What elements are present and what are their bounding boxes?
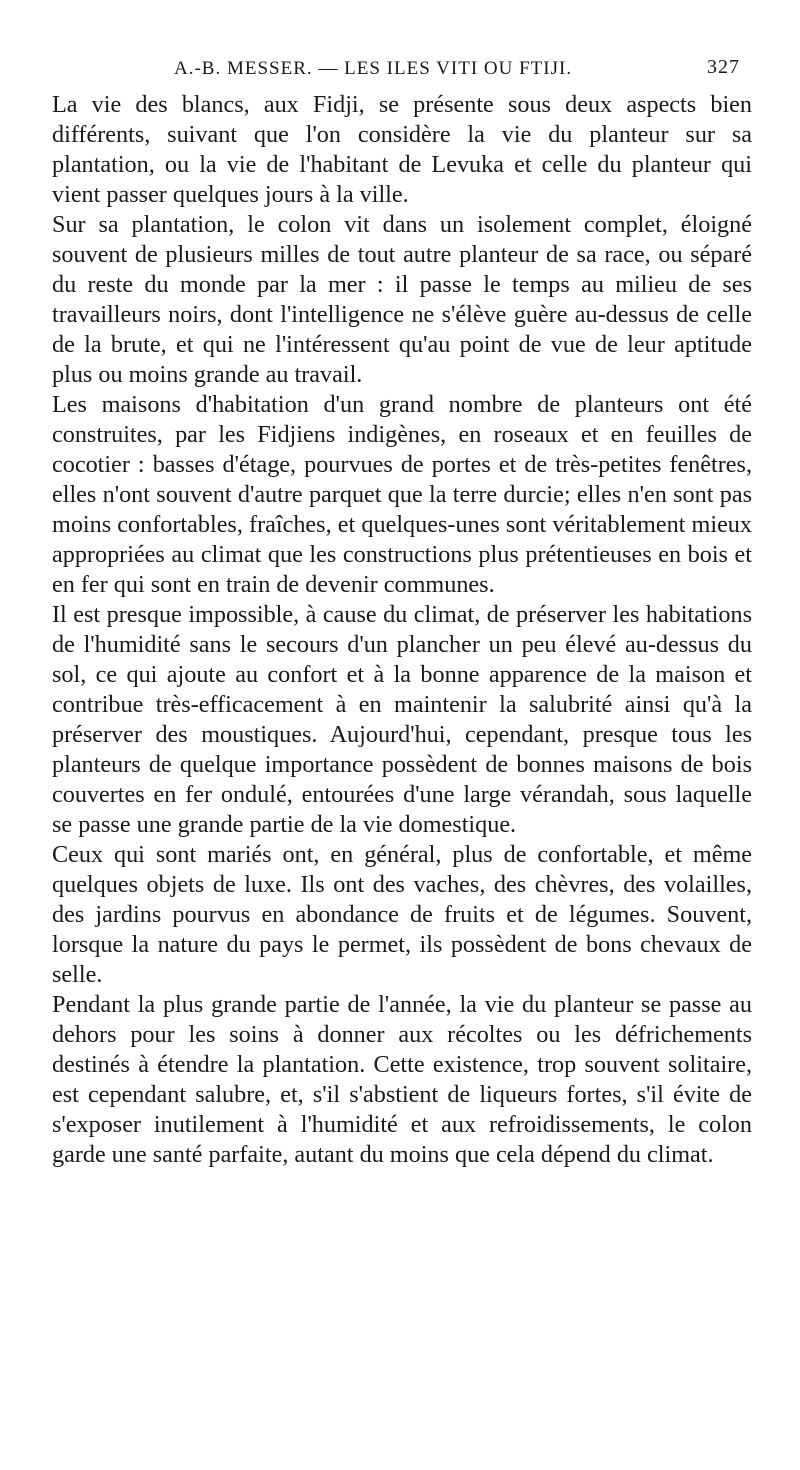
paragraph: La vie des blancs, aux Fidji, se présente sous deux aspects bien différents, suivant que l'on considère la vie du planteur sur sa plantation, ou la vie de l'habitant de Levuka et celle du planteur qui vient passer quelques jours à la ville. <box>52 91 752 208</box>
page-number: 327 <box>707 56 740 78</box>
running-title: A.-B. MESSER. — LES ILES VITI OU FTIJI. <box>174 58 573 79</box>
paragraph: Pendant la plus grande partie de l'année, la vie du planteur se passe au dehors pour les soins à donner aux récoltes ou les défrichements destinés à étendre la plantation. Cette existence, trop souvent solitaire, est cependant salubre, et, s'il s'abstient de liqueurs fortes, s'il évite de s'exposer inutilement à l'humidité et aux refroidissements, le colon garde une santé parfaite, autant du moins que cela dépend du climat. <box>52 991 752 1168</box>
paragraph: Il est presque impossible, à cause du climat, de préserver les habitations de l'humidité sans le secours d'un plancher un peu élevé au-dessus du sol, ce qui ajoute au confort et à la bonne apparence de la maison et contribue très-efficacement à en maintenir la salubrité ainsi qu'à la préserver des moustiques. Aujourd'hui, cependant, presque tous les planteurs de quelque importance possèdent de bonnes maisons de bois couvertes en fer ondulé, entourées d'une large vérandah, sous laquelle se passe une grande partie de la vie domestique. <box>52 601 752 838</box>
book-page <box>52 56 752 1170</box>
body-text <box>52 90 752 1170</box>
paragraph: Ceux qui sont mariés ont, en général, plus de confortable, et même quelques objets de luxe. Ils ont des vaches, des chèvres, des volailles, des jardins pourvus en abondance de fruits et de légumes. Souvent, lorsque la nature du pays le permet, ils possèdent de bons chevaux de selle. <box>52 841 752 988</box>
paragraph: Les maisons d'habitation d'un grand nombre de planteurs ont été construites, par les Fidjiens indigènes, en roseaux et en feuilles de cocotier : basses d'étage, pourvues de portes et de très-petites fenêtres, elles n'ont souvent d'autre parquet que la terre durcie; elles n'en sont pas moins confortables, fraîches, et quelques-unes sont véritablement mieux appropriées au climat que les constructions plus prétentieuses en bois et en fer qui sont en train de devenir communes. <box>52 391 752 598</box>
paragraph: Sur sa plantation, le colon vit dans un isolement complet, éloigné souvent de plusieurs milles de tout autre planteur de sa race, ou séparé du reste du monde par la mer : il passe le temps au milieu de ses travailleurs noirs, dont l'intelligence ne s'élève guère au-dessus de celle de la brute, et qui ne l'intéressent qu'au point de vue de leur aptitude plus ou moins grande au travail. <box>52 211 752 388</box>
running-head <box>52 56 752 90</box>
